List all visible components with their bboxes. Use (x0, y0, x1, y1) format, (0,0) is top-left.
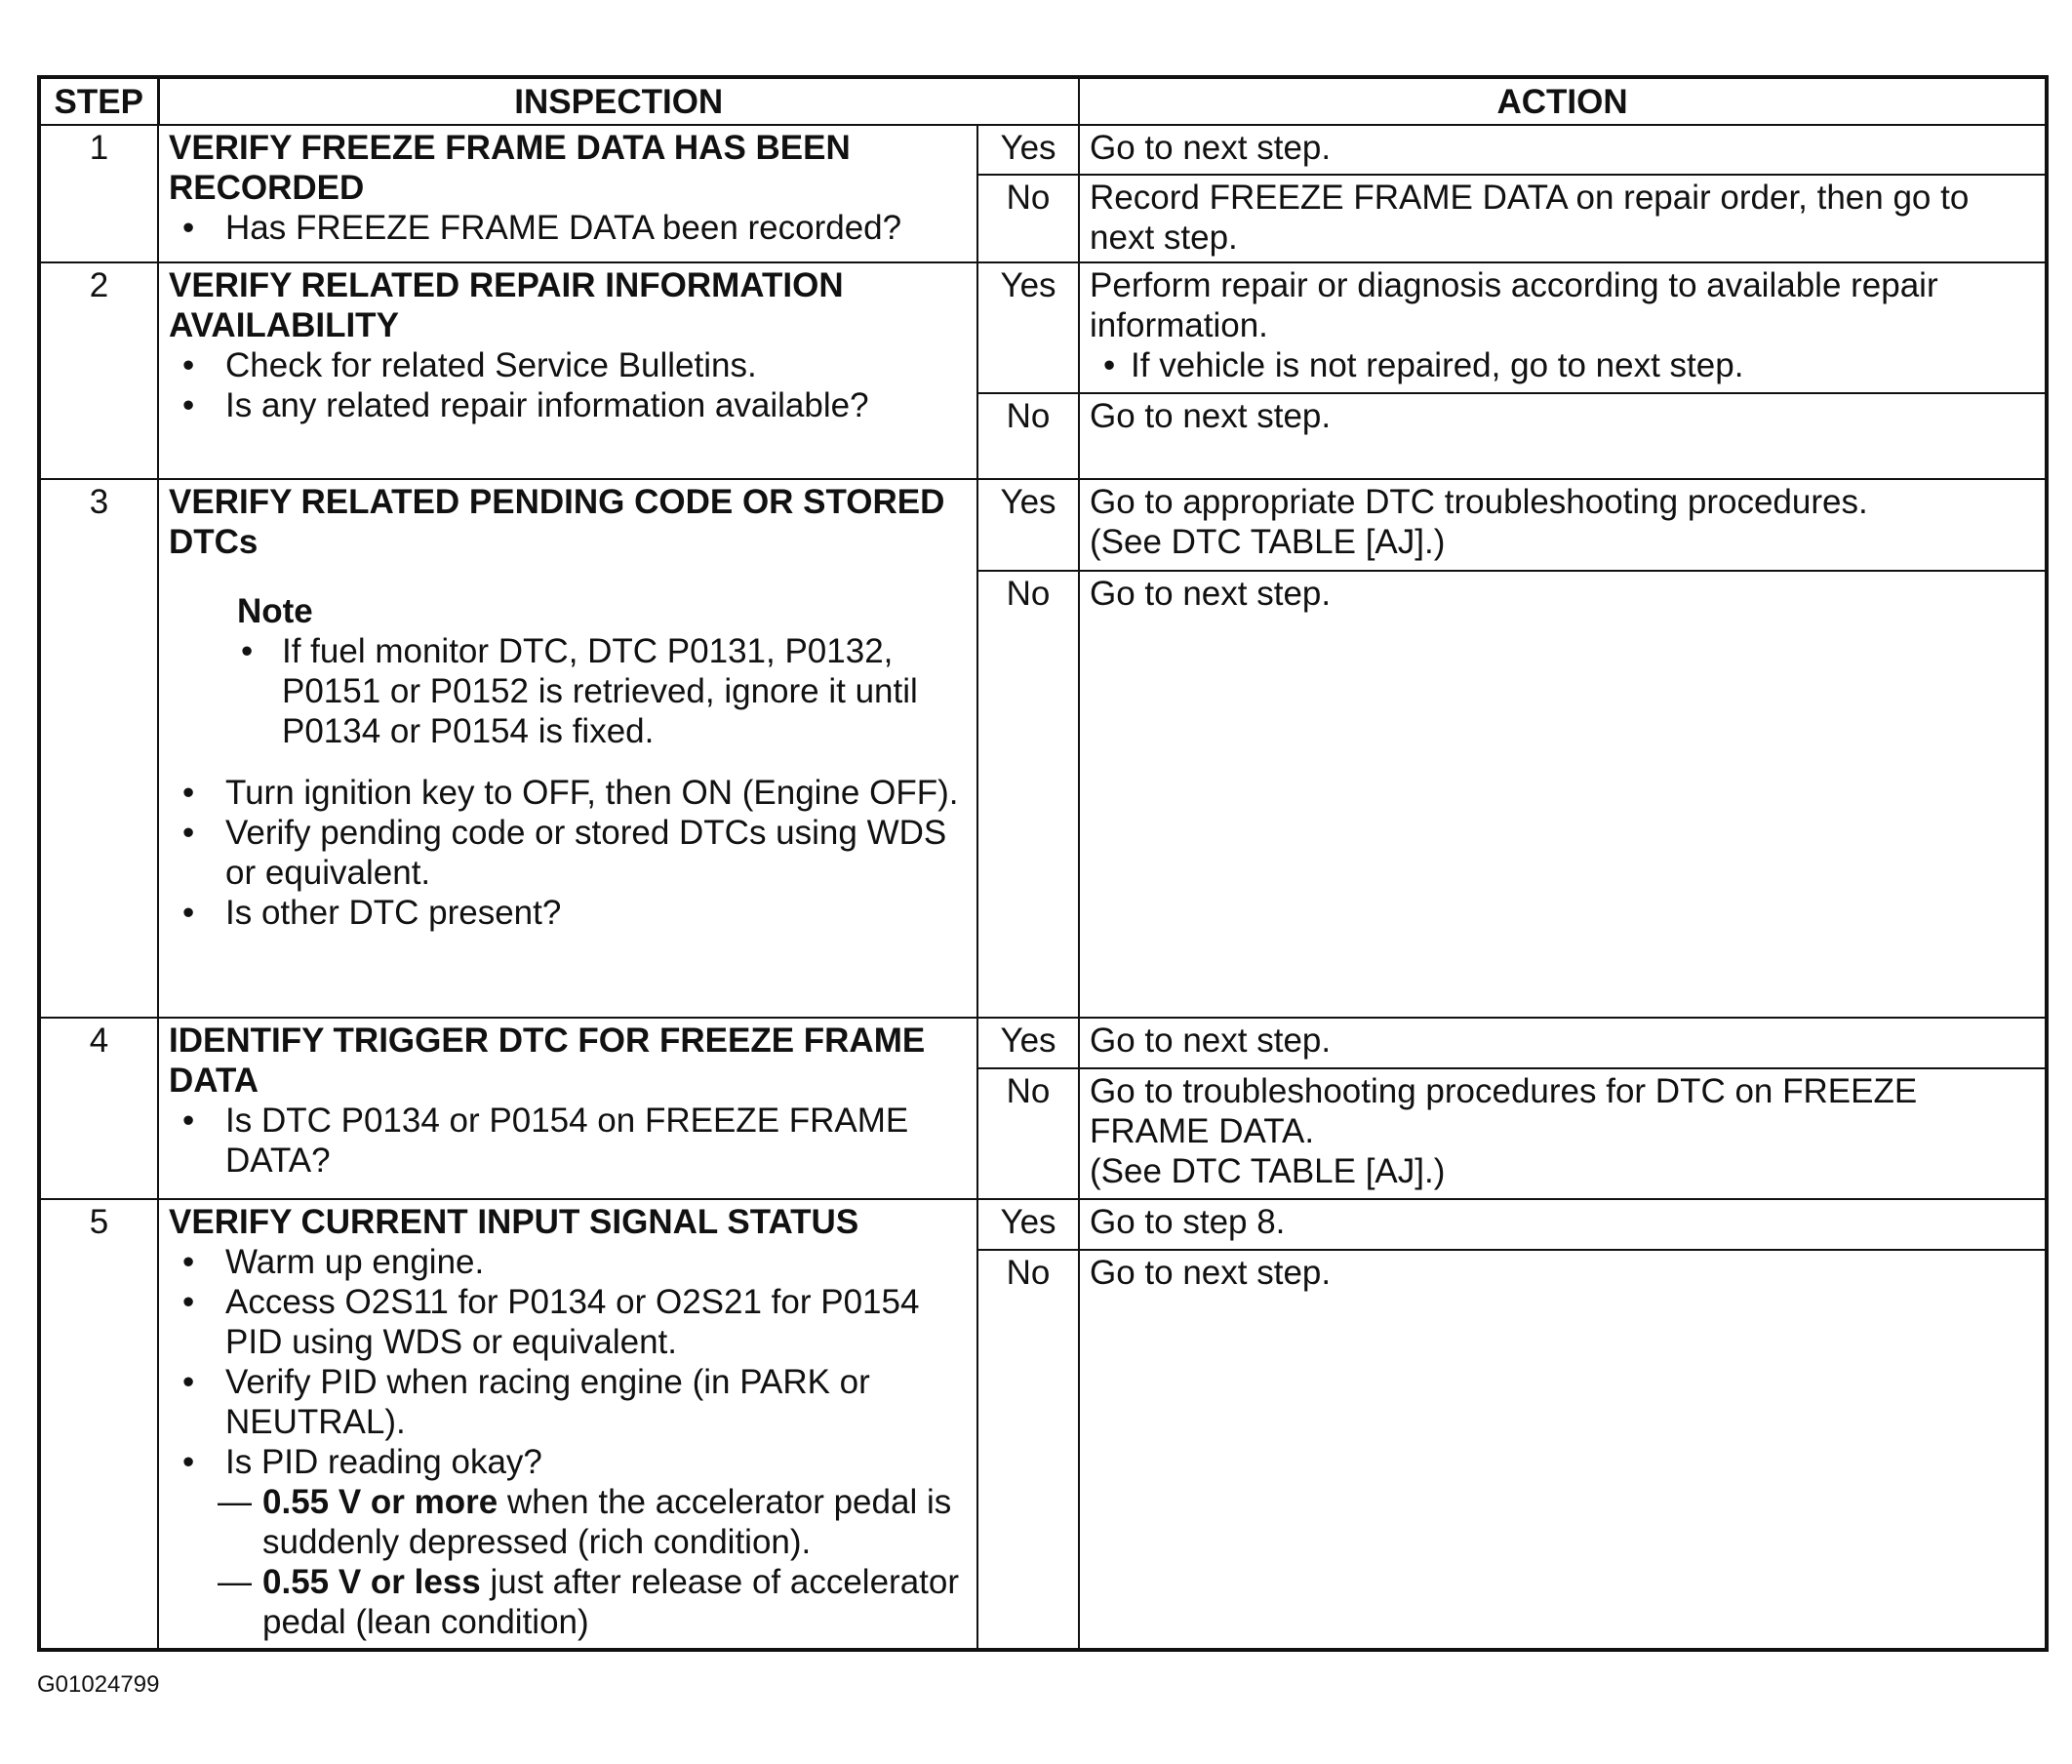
criteria-value: 0.55 V or more (262, 1483, 498, 1521)
action-cell: Go to next step. (1079, 1250, 2047, 1650)
action-cell: Go to next step. (1079, 393, 2047, 479)
step-number: 3 (39, 479, 158, 1018)
list-item: • Is PID reading okay? (169, 1442, 967, 1482)
list-item: • Is DTC P0134 or P0154 on FREEZE FRAME DATA? (169, 1101, 967, 1181)
troubleshooting-table (37, 75, 2049, 1652)
step-title: VERIFY FREEZE FRAME DATA HAS BEEN RECORDED (169, 129, 851, 207)
criteria-list (169, 1482, 967, 1642)
step-number: 4 (39, 1018, 158, 1199)
header-inspection: INSPECTION (158, 77, 1079, 125)
list-item: • Has FREEZE FRAME DATA been recorded? (169, 208, 967, 248)
list-item: • Check for related Service Bulletins. (169, 345, 967, 385)
list-item: • Is any related repair information available? (169, 385, 967, 425)
list-item: • Turn ignition key to OFF, then ON (Engine OFF). (169, 773, 967, 813)
step-title: VERIFY RELATED REPAIR INFORMATION AVAILABILITY (169, 266, 844, 344)
table-row (39, 125, 2047, 175)
table-row (39, 1199, 2047, 1250)
inspection-cell (158, 262, 977, 479)
yes-label: Yes (977, 479, 1079, 571)
figure-code: G01024799 (37, 1671, 160, 1698)
no-label: No (977, 1068, 1079, 1199)
list-item: • Access O2S11 for P0134 or O2S21 for P0154 PID using WDS or equivalent. (169, 1282, 967, 1362)
no-label: No (977, 175, 1079, 262)
action-text: Perform repair or diagnosis according to available repair information. (1090, 266, 1938, 344)
list-item: • If vehicle is not repaired, go to next step. (1090, 345, 2035, 385)
no-label: No (977, 393, 1079, 479)
list-item: • Warm up engine. (169, 1242, 967, 1282)
inspection-cell (158, 479, 977, 1018)
inspection-cell (158, 1199, 977, 1650)
yes-label: Yes (977, 1199, 1079, 1250)
step-number: 2 (39, 262, 158, 479)
criteria-value: 0.55 V or less (262, 1563, 481, 1601)
action-cell (1079, 1068, 2047, 1199)
list-item: • Verify PID when racing engine (in PARK or NEUTRAL). (169, 1362, 967, 1442)
action-text: Go to troubleshooting procedures for DTC on FREEZE FRAME DATA. (1090, 1072, 1918, 1150)
criteria-text: just after release of accelerator pedal (lean condition) (262, 1563, 960, 1641)
inspection-cell (158, 125, 977, 262)
note-bullet-list (237, 631, 967, 751)
action-text: (See DTC TABLE [AJ].) (1090, 1152, 1446, 1190)
list-item (218, 1562, 967, 1642)
action-cell: Record FREEZE FRAME DATA on repair order, then go to next step. (1079, 175, 2047, 262)
yes-label: Yes (977, 262, 1079, 393)
action-cell (1079, 262, 2047, 393)
note-block (169, 591, 967, 751)
bullet-list (169, 345, 967, 425)
action-cell: Go to next step. (1079, 125, 2047, 175)
header-step: STEP (39, 77, 158, 125)
note-title: Note (237, 592, 313, 630)
bullet-list (169, 773, 967, 933)
list-item: • Verify pending code or stored DTCs using WDS or equivalent. (169, 813, 967, 893)
bullet-list (169, 1101, 967, 1181)
inspection-cell (158, 1018, 977, 1199)
list-item: • Is other DTC present? (169, 893, 967, 933)
list-item: • If fuel monitor DTC, DTC P0131, P0132, P0151 or P0152 is retrieved, ignore it until P0134 or P0154 is fixed. (237, 631, 967, 751)
action-cell: Go to next step. (1079, 571, 2047, 1018)
header-action: ACTION (1079, 77, 2047, 125)
action-cell: Go to step 8. (1079, 1199, 2047, 1250)
no-label: No (977, 1250, 1079, 1650)
step-title: VERIFY CURRENT INPUT SIGNAL STATUS (169, 1203, 859, 1241)
action-cell (1079, 479, 2047, 571)
criteria-text: when the accelerator pedal is suddenly depressed (rich condition). (262, 1483, 952, 1561)
step-number: 5 (39, 1199, 158, 1650)
list-item (218, 1482, 967, 1562)
table-header-row (39, 77, 2047, 125)
bullet-list (169, 208, 967, 248)
yes-label: Yes (977, 125, 1079, 175)
step-title: IDENTIFY TRIGGER DTC FOR FREEZE FRAME DATA (169, 1022, 926, 1100)
action-cell: Go to next step. (1079, 1018, 2047, 1068)
no-label: No (977, 571, 1079, 1018)
yes-label: Yes (977, 1018, 1079, 1068)
table-row (39, 1018, 2047, 1068)
step-number: 1 (39, 125, 158, 262)
table-row (39, 479, 2047, 571)
action-bullet-list (1090, 345, 2035, 385)
table-row (39, 262, 2047, 393)
bullet-list (169, 1242, 967, 1482)
step-title: VERIFY RELATED PENDING CODE OR STORED DTCs (169, 483, 945, 561)
action-text: Go to appropriate DTC troubleshooting procedures. (1090, 483, 1868, 521)
action-text: (See DTC TABLE [AJ].) (1090, 523, 1446, 561)
